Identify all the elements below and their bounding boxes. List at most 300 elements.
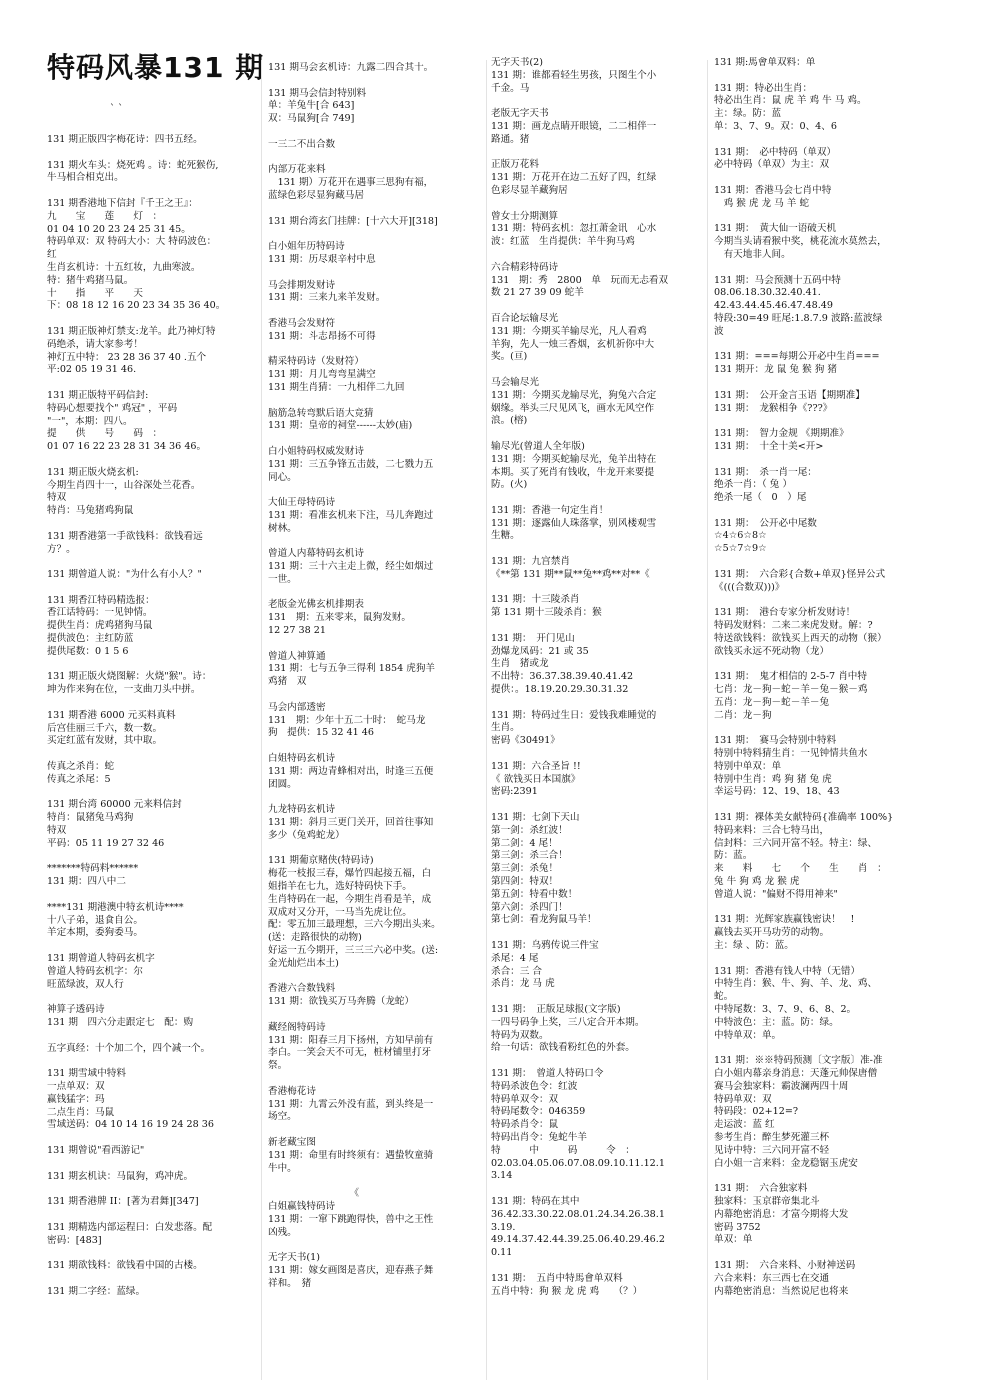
text-line: 特送欲钱料：欲钱买上西天的动物（猴）	[714, 632, 887, 644]
text-line: 内幕绝密消息：当然说尼也将来	[714, 1285, 849, 1297]
column-divider	[486, 60, 487, 1380]
text-line: 波	[714, 325, 724, 337]
text-line: 生糖。	[491, 530, 520, 542]
text-block	[491, 1273, 699, 1299]
text-line: 特码杀波色令：红波	[491, 1080, 578, 1092]
text-line: 一四号码争上奖，三八定合开本期。	[491, 1016, 645, 1028]
text-block	[491, 441, 699, 492]
text-line: 凶残。	[268, 1226, 297, 1238]
text-block	[714, 223, 924, 261]
text-block	[714, 390, 924, 416]
text-line: 双：马鼠狗[合 749]	[268, 113, 355, 125]
text-block	[47, 390, 255, 454]
text-line: 金光灿烂出本土)	[268, 957, 339, 969]
text-line: 白姐赢钱特码诗	[268, 1200, 336, 1212]
column-1	[47, 134, 255, 1311]
text-line: 香江话特码：一见钟情。	[47, 607, 153, 619]
text-line: 白小姐特码权威发财诗	[268, 445, 364, 457]
text-line: 好运一五今期开，三三三六必中奖。(送:	[268, 944, 439, 956]
text-line: 42.43.44.45.46.47.48.49	[714, 300, 834, 312]
text-line: 131 期正版特平码信封:	[47, 389, 149, 401]
text-line: 131 期：逐露仙人珠落掌，别风楼观雪	[491, 517, 657, 529]
text-line: 输尽光(曾道人全年版)	[491, 440, 585, 452]
text-line: 多少（兔鸡蛇龙）	[268, 829, 345, 841]
text-line: 波：红蓝 生肖提供：羊牛狗马鸡	[491, 236, 635, 248]
text-line: 十 指 平 天	[47, 287, 143, 299]
text-line: 131 期： 鬼才相信的 2-5-7 肖中特	[714, 671, 867, 683]
text-line: 百合论坛输尽光	[491, 312, 559, 324]
column-2	[268, 62, 482, 1303]
text-line: 平:02 05 19 31 46.	[47, 364, 137, 376]
text-line: 独家料：玉京群帝集北斗	[714, 1195, 820, 1207]
text-line: 特段:30=49 旺尾:1.8.7.9 波路:蓝波绿	[714, 312, 883, 324]
text-line: 神灯五中特： 23 28 36 37 40 .五个	[47, 351, 207, 363]
text-line: 新老藏宝图	[268, 1136, 316, 1148]
text-line: 绝杀一尾（ 0 ）尾	[714, 492, 807, 504]
text-line: 第一剑：杀红波！	[491, 824, 568, 836]
text-line: 131 期：十三陵杀肖	[491, 594, 580, 606]
text-block	[714, 607, 924, 658]
text-line: 131 期：嫁女画图是喜庆，迎春燕子舞	[268, 1264, 434, 1276]
text-line: 131 期： 六合独家料	[714, 1183, 808, 1195]
text-line: 131 期：香港有钱人中特（无错）	[714, 965, 861, 977]
text-line: 131 期：月儿弯弯星满空	[268, 369, 376, 381]
text-line: 白小姐一言来料：金龙稳锯玉虎安	[714, 1157, 858, 1169]
text-block	[491, 1068, 699, 1183]
text-line: 精采特码诗（发财符）	[268, 356, 364, 368]
text-block	[714, 351, 924, 377]
column-3	[491, 57, 699, 1311]
text-line: 十八子弟，退食自公。	[47, 914, 143, 926]
text-line: 密码：[483]	[47, 1234, 102, 1246]
text-line: 131 期： 智力金规 《期期准》	[714, 428, 849, 440]
text-block	[268, 548, 482, 586]
text-block	[714, 812, 924, 902]
text-line: 131 期马会玄机诗：九露二四合其十。	[268, 62, 434, 73]
text-block	[268, 855, 482, 970]
text-block	[268, 318, 482, 344]
text-block	[268, 1188, 482, 1239]
text-block	[491, 211, 699, 249]
text-line: 密码 3752	[714, 1221, 761, 1233]
text-block	[268, 88, 482, 126]
text-block	[47, 1286, 255, 1299]
text-line: ****131 期港澳中特玄机诗****	[47, 901, 184, 913]
text-line: 特码心想要找个" 鸡冠" ，平码	[47, 402, 178, 414]
text-line: 131 期：香港一句定生肖！	[491, 504, 609, 516]
text-line: 旺蓝绿波，双人行	[47, 978, 124, 990]
text-line: 双成对又分开，一马当先虎让位。	[268, 906, 412, 918]
text-line: 见诗中特：三六同开富不轻	[714, 1144, 830, 1156]
text-line: 第四剑：特双！	[491, 876, 559, 887]
text-line: 特双	[47, 492, 67, 504]
text-line: 羊定本期，委狗委马。	[47, 927, 143, 939]
text-line: 131 期正版火烧图解：火烧"猴"。诗：	[47, 671, 212, 683]
column-4	[714, 57, 924, 1311]
text-block	[714, 467, 924, 505]
text-line: 特别中特料猜生肖：一见钟情共鱼水	[714, 748, 868, 760]
text-line: 牛马相合相克出。	[47, 172, 124, 184]
text-line: 马会输尽光	[491, 376, 539, 388]
text-line: 给一句话：欲钱看粉红色的外套。	[491, 1042, 635, 1054]
text-line: 传真之杀肖：蛇	[47, 761, 115, 773]
text-line: 内幕绝密消息：才富今期将大发	[714, 1208, 849, 1220]
text-line: 131 期：七与五争三得利 1854 虎狗羊	[268, 663, 436, 675]
text-line: 第三剑：杀兔！	[491, 863, 559, 875]
text-line: 中特单双：单。	[714, 1029, 782, 1041]
text-line: 中特尾数：3、7、9、6、8、2。	[714, 1003, 857, 1015]
text-line: 第二剑：4 尾！	[491, 837, 558, 849]
text-line: 欲钱买永远不死动物（龙）	[714, 645, 830, 657]
text-line: 香港马会发财符	[268, 317, 336, 329]
text-block	[491, 633, 699, 697]
text-line: 配：零五加三最理想，三六今期出头来。	[268, 919, 441, 931]
text-line: 藏经阁特码诗	[268, 1021, 326, 1033]
text-block	[268, 1086, 482, 1124]
text-line: 第六剑：杀四门！	[491, 901, 568, 913]
text-line: 李白。一笑会天不可无，桩材铺里打牙	[268, 1047, 432, 1059]
text-block	[47, 1222, 255, 1248]
text-line: 131 期： 龙猴相争《???》	[714, 402, 833, 414]
text-line: 赢钱猛字：玛	[47, 1093, 105, 1105]
text-block	[47, 569, 255, 582]
text-block	[47, 761, 255, 787]
text-line: 特必出生肖：鼠 虎 羊 鸡 牛 马 鸡。	[714, 95, 867, 107]
text-block	[47, 1171, 255, 1184]
text-line: 131 期： 开门见山	[491, 632, 575, 644]
text-block	[47, 902, 255, 940]
text-line: 防：蓝。	[714, 850, 753, 862]
text-line: 提供：。18.19.20.29.30.31.32	[491, 684, 629, 696]
text-line: 131 期火车头：烧死鸡 。诗：蛇死猴伤,	[47, 159, 219, 171]
text-line: 131 期：今期买蛇输尽光，兔羊出特在	[491, 453, 657, 465]
text-line: 特肖：鼠猪兔马鸡狗	[47, 812, 134, 824]
text-line: 特码出肖令：兔蛇牛羊	[491, 1131, 587, 1143]
text-line: 131 期：谁都看轻生男孩，只图生个小	[491, 69, 657, 81]
column-divider	[707, 60, 708, 1380]
text-line: 红	[47, 249, 57, 261]
text-line: 来 料 七 个 生 肖 ：	[714, 863, 887, 875]
text-line: 杀合：三 合	[491, 965, 543, 977]
text-line: 六合来料：东三西七在交通	[714, 1272, 830, 1284]
text-block	[268, 983, 482, 1009]
text-line: 131 期：三五争锋五击鼓，二七戮力五	[268, 458, 434, 470]
text-line: 方？。	[47, 543, 76, 555]
text-line: 《	[268, 1188, 360, 1200]
text-line: 131 期：乌鸦传说三件宝	[491, 939, 599, 951]
text-line: 3.14	[491, 1170, 513, 1182]
text-line: 131 期曾道人特码玄机字	[47, 953, 155, 964]
text-line: 提供波色：主红防蓝	[47, 633, 134, 645]
text-line: 生肖。	[491, 722, 520, 734]
text-block	[268, 1137, 482, 1175]
text-line: 二肖：龙－狗	[714, 709, 772, 721]
text-line: 131 期:馬會单双料：单	[714, 57, 816, 68]
text-line: 中特波色：主：蓝。防：绿。	[714, 1016, 839, 1028]
text-line: 场空。	[268, 1111, 297, 1123]
text-line: 131 期：特码过生日：爱钱我难睡觉的	[491, 709, 657, 721]
text-line: 单：羊兔牛[合 643]	[268, 100, 355, 112]
text-line: 131 期：九宫禁肖	[491, 556, 570, 568]
text-line: 五肖中特：狗 猴 龙 虎 鸡 （？）	[491, 1285, 643, 1297]
text-line: 131 期：少年十五二十时： 蛇马龙	[268, 714, 426, 726]
text-line: 二点生肖：马鼠	[47, 1106, 115, 1118]
text-line: 131 期欲钱料：欲钱看中国的古楼。	[47, 1260, 203, 1272]
text-block	[491, 1196, 699, 1260]
text-line: 杀尾：4 尾	[491, 952, 539, 964]
text-line: 131 期：三十六主走上微，经尘如烟过	[268, 561, 434, 573]
text-line: 02.03.04.05.06.07.08.09.10.11.12.1	[491, 1157, 665, 1169]
text-block	[47, 799, 255, 850]
text-block	[268, 164, 482, 202]
text-line: 特码发财料：二来二来虎发财。解：?	[714, 620, 873, 632]
text-block	[714, 735, 924, 799]
text-line: 生肖特码在一起，今期生肖看是羊，成	[268, 893, 432, 905]
text-block	[491, 57, 699, 95]
text-block	[47, 710, 255, 748]
text-line: 脑筋急转弯默后语大竞猜	[268, 407, 374, 419]
text-block	[47, 531, 255, 557]
text-line: 131 期：欲钱买万马奔腾（龙蛇）	[268, 996, 415, 1008]
text-line: 3.19.	[491, 1221, 516, 1233]
text-line: 单：3、7、9。双：0、4、6	[714, 120, 837, 132]
text-line: 131 期：特码在其中	[491, 1195, 580, 1207]
text-line: 131 期： 公开金言玉语【期期准】	[714, 389, 865, 401]
text-block	[268, 356, 482, 394]
text-line: 后宫佳丽三千六，数一数。	[47, 722, 163, 734]
text-line: 0.11	[491, 1247, 513, 1259]
text-line: 131 期：七剑下天山	[491, 812, 580, 824]
text-line: 信封料：三六同开富不轻。特主：绿、	[714, 837, 878, 849]
text-line: 马会排期发财诗	[268, 279, 336, 291]
text-line: 特码单双令：双	[491, 1093, 559, 1105]
text-block	[491, 594, 699, 620]
text-line: 131 期：斜月三更门关开，回首往事知	[268, 817, 434, 829]
text-line: 131 期：特码玄机：忽扛萧金讯 心水	[491, 223, 657, 235]
text-line: 正版万花料	[491, 159, 539, 171]
text-line: 131 期：裸体美女献特码{准确率 100%}	[714, 812, 894, 824]
text-line: 131 期 四六分走跟定七 配：购	[47, 1016, 194, 1028]
text-block	[268, 216, 482, 229]
text-line: 七肖：龙－狗－蛇－羊－兔－猴－鸡	[714, 684, 868, 696]
text-line: 单双：单	[714, 1234, 753, 1246]
text-line: 08.06.18.30.32.40.41.	[714, 287, 821, 299]
text-block	[268, 1252, 482, 1290]
text-line: 特：猪牛鸡猪马鼠。	[47, 274, 134, 286]
text-line: 不出特：36.37.38.39.40.41.42	[491, 671, 634, 683]
text-line: 传真之杀尾：5	[47, 773, 111, 785]
text-block	[491, 159, 699, 197]
text-block	[47, 198, 255, 313]
text-line: 鸡猪 双	[268, 676, 307, 688]
text-line: 131 期： 港台专家分析发财诗！	[714, 607, 856, 619]
text-line: 无字天书(1)	[268, 1252, 320, 1264]
text-line: 131 期：两边青蜂相对出，时逢三五便	[268, 765, 434, 777]
text-block	[268, 497, 482, 535]
text-line: 神算子透码诗	[47, 1004, 105, 1016]
text-line: 131 期：马会预测十五码中特	[714, 274, 841, 286]
text-line: 香港梅花诗	[268, 1085, 316, 1097]
text-line: 131 期： 五肖中特馬會单双料	[491, 1272, 623, 1284]
text-block	[714, 83, 924, 134]
text-line: 特别中生肖：鸡 狗 猪 兔 虎	[714, 773, 832, 785]
text-block	[47, 953, 255, 991]
text-line: 特双	[47, 825, 67, 837]
text-block	[47, 1043, 255, 1056]
text-line: 同心。	[268, 471, 297, 483]
text-line: 一世。	[268, 573, 297, 585]
text-line: 第 131 期十三陵杀肖：猴	[491, 607, 602, 619]
text-line: 131 期马会信封特别料	[268, 87, 367, 99]
text-block	[714, 1260, 924, 1298]
text-line: 老版金光佛玄机排期表	[268, 599, 364, 611]
text-line: 36.42.33.30.22.08.01.24.34.26.38.1	[491, 1208, 665, 1220]
text-block	[268, 702, 482, 740]
text-line: 狗 提供：15 32 41 46	[268, 727, 374, 739]
text-line: 九 宝 莲 灯 ：	[47, 210, 163, 222]
text-line: 主：绿 、防：蓝。	[714, 939, 794, 951]
text-line: 131 期：※※特码预测〔文字版〕准-准	[714, 1055, 883, 1067]
text-block	[491, 262, 699, 300]
text-line: 买定红蓝有发财，其中取。	[47, 735, 163, 747]
text-block	[268, 280, 482, 306]
text-line: 姐指羊在七九，选好特码快下手。	[268, 881, 412, 892]
text-line: 131 期： 正版足球报(文字版)	[491, 1003, 621, 1015]
text-line: 参考生肖：醉生梦死灌三杯	[714, 1131, 830, 1143]
text-block	[491, 710, 699, 748]
text-line: 中特生肖：猴、牛、狗、羊、龙、鸡、	[714, 978, 878, 990]
text-line: ☆5☆7☆9☆	[714, 543, 767, 555]
text-line: 有天地非人间。	[714, 248, 791, 260]
text-line: 特码单双：双 特码大小：大 特码波色：	[47, 236, 217, 248]
text-line: 团圆。	[268, 778, 297, 790]
text-line: 131 期开：龙 鼠 兔 猴 狗 猪	[714, 364, 837, 376]
text-block	[714, 57, 924, 70]
text-line: 131 期曾道人说："为什么有小人？"	[47, 569, 202, 581]
text-line: 《(((合数双)))》	[714, 581, 785, 593]
text-line: 内部万花来料	[268, 164, 326, 176]
text-line: 131 期正版四字梅花诗：四书五经。	[47, 134, 203, 145]
text-line: 特 中 码 令 ：	[491, 1144, 635, 1156]
text-line: 131 期台湾 60000 元来料信封	[47, 799, 182, 811]
text-line: 赛马会独家料：霸波澜两四十周	[714, 1080, 849, 1092]
text-line: 姻缘。举头三尺见风飞，画水无风空作	[491, 402, 655, 414]
page-title: 特码风暴131 期	[47, 51, 265, 84]
text-line: 131 期玄机诀：马鼠狗，鸡冲虎。	[47, 1170, 194, 1182]
text-line: 奖。(亘)	[491, 351, 528, 363]
text-line: 131 期正版火烧玄机:	[47, 466, 139, 478]
text-block	[47, 595, 255, 659]
text-line: 色彩尽显羊藏狗居	[491, 184, 568, 196]
text-line: 提供生肖：虎鸡猪狗马鼠	[47, 620, 153, 632]
text-line: 131 期香江特码精选报：	[47, 594, 155, 606]
text-line: 特肖：马兔猪鸡狗鼠	[47, 505, 134, 517]
text-line: 《 欲钱买日本国旗》	[491, 773, 581, 785]
text-line: (送：走路很快的动物)	[268, 932, 362, 944]
column-divider	[261, 60, 262, 1380]
text-line: 131 期）万花开在遇事三思狗有福，	[268, 177, 434, 189]
text-block	[47, 467, 255, 518]
text-line: 一点单双：双	[47, 1080, 105, 1092]
text-line: 131 期：===每期公开必中生肖===	[714, 351, 880, 363]
text-line: 49.14.37.42.44.39.25.06.40.29.46.2	[491, 1234, 665, 1246]
text-line: 祭。	[268, 1060, 288, 1072]
text-line: 131 期葡京赌侠(特码诗)	[268, 855, 374, 867]
text-line: 绝杀一肖：（ 兔 ）	[714, 479, 793, 491]
text-line: 131 期：秀 2800 单 玩而无忐看双	[491, 274, 669, 286]
text-block	[47, 1145, 255, 1158]
text-block	[491, 313, 699, 364]
text-line: 131 期： 必中特码（单双）	[714, 146, 837, 158]
text-line: 131 期精选内部运程曰：白发悲落。配	[47, 1221, 213, 1233]
text-block	[268, 1022, 482, 1073]
text-block	[47, 1004, 255, 1030]
text-line: 131 期香港第一手欲钱料：欲钱看远	[47, 530, 203, 542]
text-block	[268, 753, 482, 791]
text-line: 防。(火)	[491, 479, 528, 491]
text-block	[268, 139, 482, 152]
text-line: 第五剑：特看中数！	[491, 888, 578, 900]
text-block	[714, 275, 924, 339]
text-line: 蓝绿色彩尽显狗藏马居	[268, 189, 364, 201]
text-line: 曾女士分期测算	[491, 210, 559, 222]
text-line: 131 期： 黄大仙一语破天机	[714, 223, 837, 235]
text-block	[714, 1183, 924, 1247]
text-line: 131 期： 六合来料、小财神送码	[714, 1259, 856, 1271]
text-block	[491, 108, 699, 146]
text-line: 131 期台湾玄门挂牌：[十六大开][318]	[268, 215, 438, 227]
text-line: 131 期：六合圣旨 !!	[491, 760, 581, 772]
text-line: 梅花一枝报三春，爆竹四起接五福，白	[268, 868, 432, 880]
text-line: 曾道人内幕特码玄机诗	[268, 548, 364, 560]
text-line: 路通。猪	[491, 133, 530, 145]
text-block	[714, 671, 924, 722]
text-block	[714, 569, 924, 595]
text-line: 131 期： 赛马会特别中特料	[714, 735, 837, 747]
text-line: 羊狗，先人一烛三香烟，玄机祈你中大	[491, 338, 655, 350]
text-line: 131 期：今期买羊输尽光，凡人看鸡	[491, 325, 647, 337]
text-line: 131 期香港牌 II：[著为君舞][347]	[47, 1196, 199, 1208]
text-line: 131 期： 杀一肖一尾：	[714, 466, 817, 478]
text-block	[268, 599, 482, 637]
text-line: 今期当头请看猴中奖，桃花流水莫然去，	[714, 236, 887, 248]
text-line: 兔 牛 狗 鸡 龙 猴 虎	[714, 876, 800, 887]
text-line: 下：08 18 12 16 20 23 34 35 36 40。	[47, 300, 226, 312]
text-line: 131 期：光辉家族赢钱密诀！ !	[714, 914, 855, 926]
text-line: 特别中单双：单	[714, 760, 782, 772]
text-line: 特码尾数令：046359	[491, 1106, 586, 1118]
text-line: 131 期：画龙点睛开眼镜，二二相伴一	[491, 120, 657, 132]
text-line: 六合精彩特码诗	[491, 261, 559, 273]
text-line: 浪。(榕)	[491, 415, 528, 427]
text-line: 白姐特码玄机诗	[268, 753, 336, 765]
text-line: 131 期： 公开必中尾数	[714, 517, 817, 529]
text-line: 第三剑：杀三合！	[491, 850, 568, 862]
text-block	[491, 505, 699, 543]
text-line: 本期。买了死肖有钱收，牛龙开来要提	[491, 466, 655, 478]
text-line: 白小姐内幕亲身消息：天蓬元帅保唐僧	[714, 1067, 878, 1079]
text-line: 密码:2391	[491, 786, 538, 798]
text-block	[47, 160, 255, 186]
text-line: 蛇。	[714, 991, 734, 1003]
text-line: 131 期：九霄云外没有蓝，到头终是一	[268, 1098, 434, 1110]
text-block	[268, 241, 482, 267]
text-line: 提 供 号 码 ：	[47, 428, 163, 440]
text-block	[47, 1260, 255, 1273]
text-line: 一三二不出合数	[268, 138, 336, 150]
text-line: 特码为双数。	[491, 1029, 549, 1041]
text-line: 劲爆龙凤码：21 或 35	[491, 645, 589, 657]
